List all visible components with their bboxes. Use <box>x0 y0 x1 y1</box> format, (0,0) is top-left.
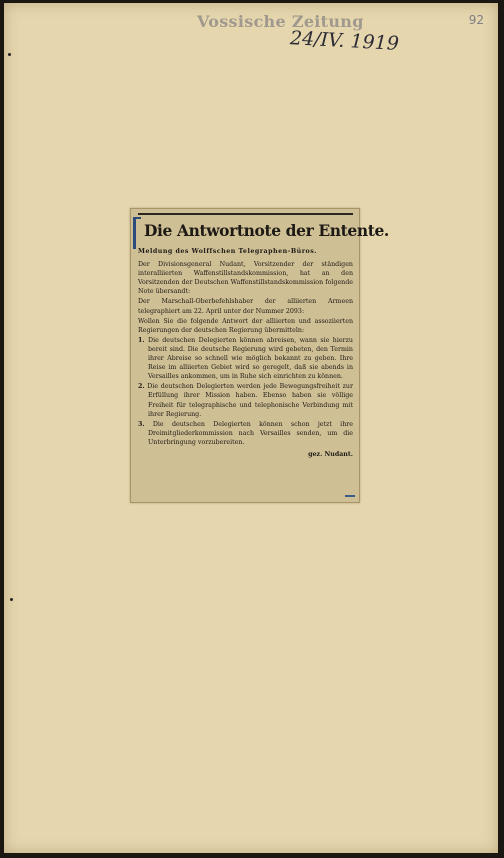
article-signature: gez. Nudant. <box>308 450 353 458</box>
clipping-rule <box>138 213 353 215</box>
article-byline: Meldung des Wolffschen Telegraphen-Büros. <box>138 248 317 255</box>
article-paragraph: Wollen Sie die folgende Antwort der alliierten und assoziierten Regierungen der deutschen Regierung übermitteln: <box>138 317 353 334</box>
binding-hole-dot <box>10 598 13 601</box>
list-item-number: 2. <box>138 383 145 391</box>
article-paragraph: Der Marschall-Oberbefehlshaber der alliierten Armeen telegraphiert am 22. April unter der Nummer 2093: <box>138 298 353 315</box>
newspaper-clipping <box>130 208 389 503</box>
blue-pencil-mark <box>133 217 141 249</box>
handwritten-date: 24/IV. 1919 <box>289 27 400 55</box>
article-list-item <box>138 336 353 381</box>
blue-pencil-mark <box>345 495 355 497</box>
list-item-text: Die deutschen Delegierten können abreisen, wann sie hierzu bereit sind. Die deutsche Regierung wird gebeten, den Termin ihrer Abreise so schnell wie möglich bekannt zu geben. Ihre Reise im alliierten Gebiet wird so geregelt, daß sie abends in Versailles ankommen, um in Ruhe sich einrichten zu können. <box>148 336 353 381</box>
page-number: 92 <box>468 13 484 27</box>
article-paragraph: Der Divisionsgeneral Nudant, Vorsitzender der ständigen interalliierten Waffenstillstandskommission, hat an den Vorsitzenden der Deutschen Waffenstillstandskommission folgende Note übersandt: <box>138 261 353 296</box>
list-item-number: 3. <box>138 420 145 428</box>
list-item-number: 1. <box>138 336 145 344</box>
list-item-text: Die deutschen Delegierten werden jede Bewegungsfreiheit zur Erfüllung ihrer Mission haben. Ebenso haben sie völlige Freiheit für telegraphische und telephonische Verbindung mit ihrer Regierung. <box>147 383 353 418</box>
list-item-text: Die deutschen Delegierten können schon jetzt ihre Dreimitgliederkommission nach Versailles senden, um die Unterbringung vorzubereiten. <box>148 420 353 446</box>
article-list-item <box>138 382 353 418</box>
newspaper-stamp: Vossische Zeitung <box>197 12 364 31</box>
binding-hole-dot <box>8 53 11 56</box>
article-list-item <box>138 420 353 447</box>
archive-sheet <box>4 3 498 853</box>
article-headline: Die Antwortnote der Entente. <box>144 221 389 240</box>
